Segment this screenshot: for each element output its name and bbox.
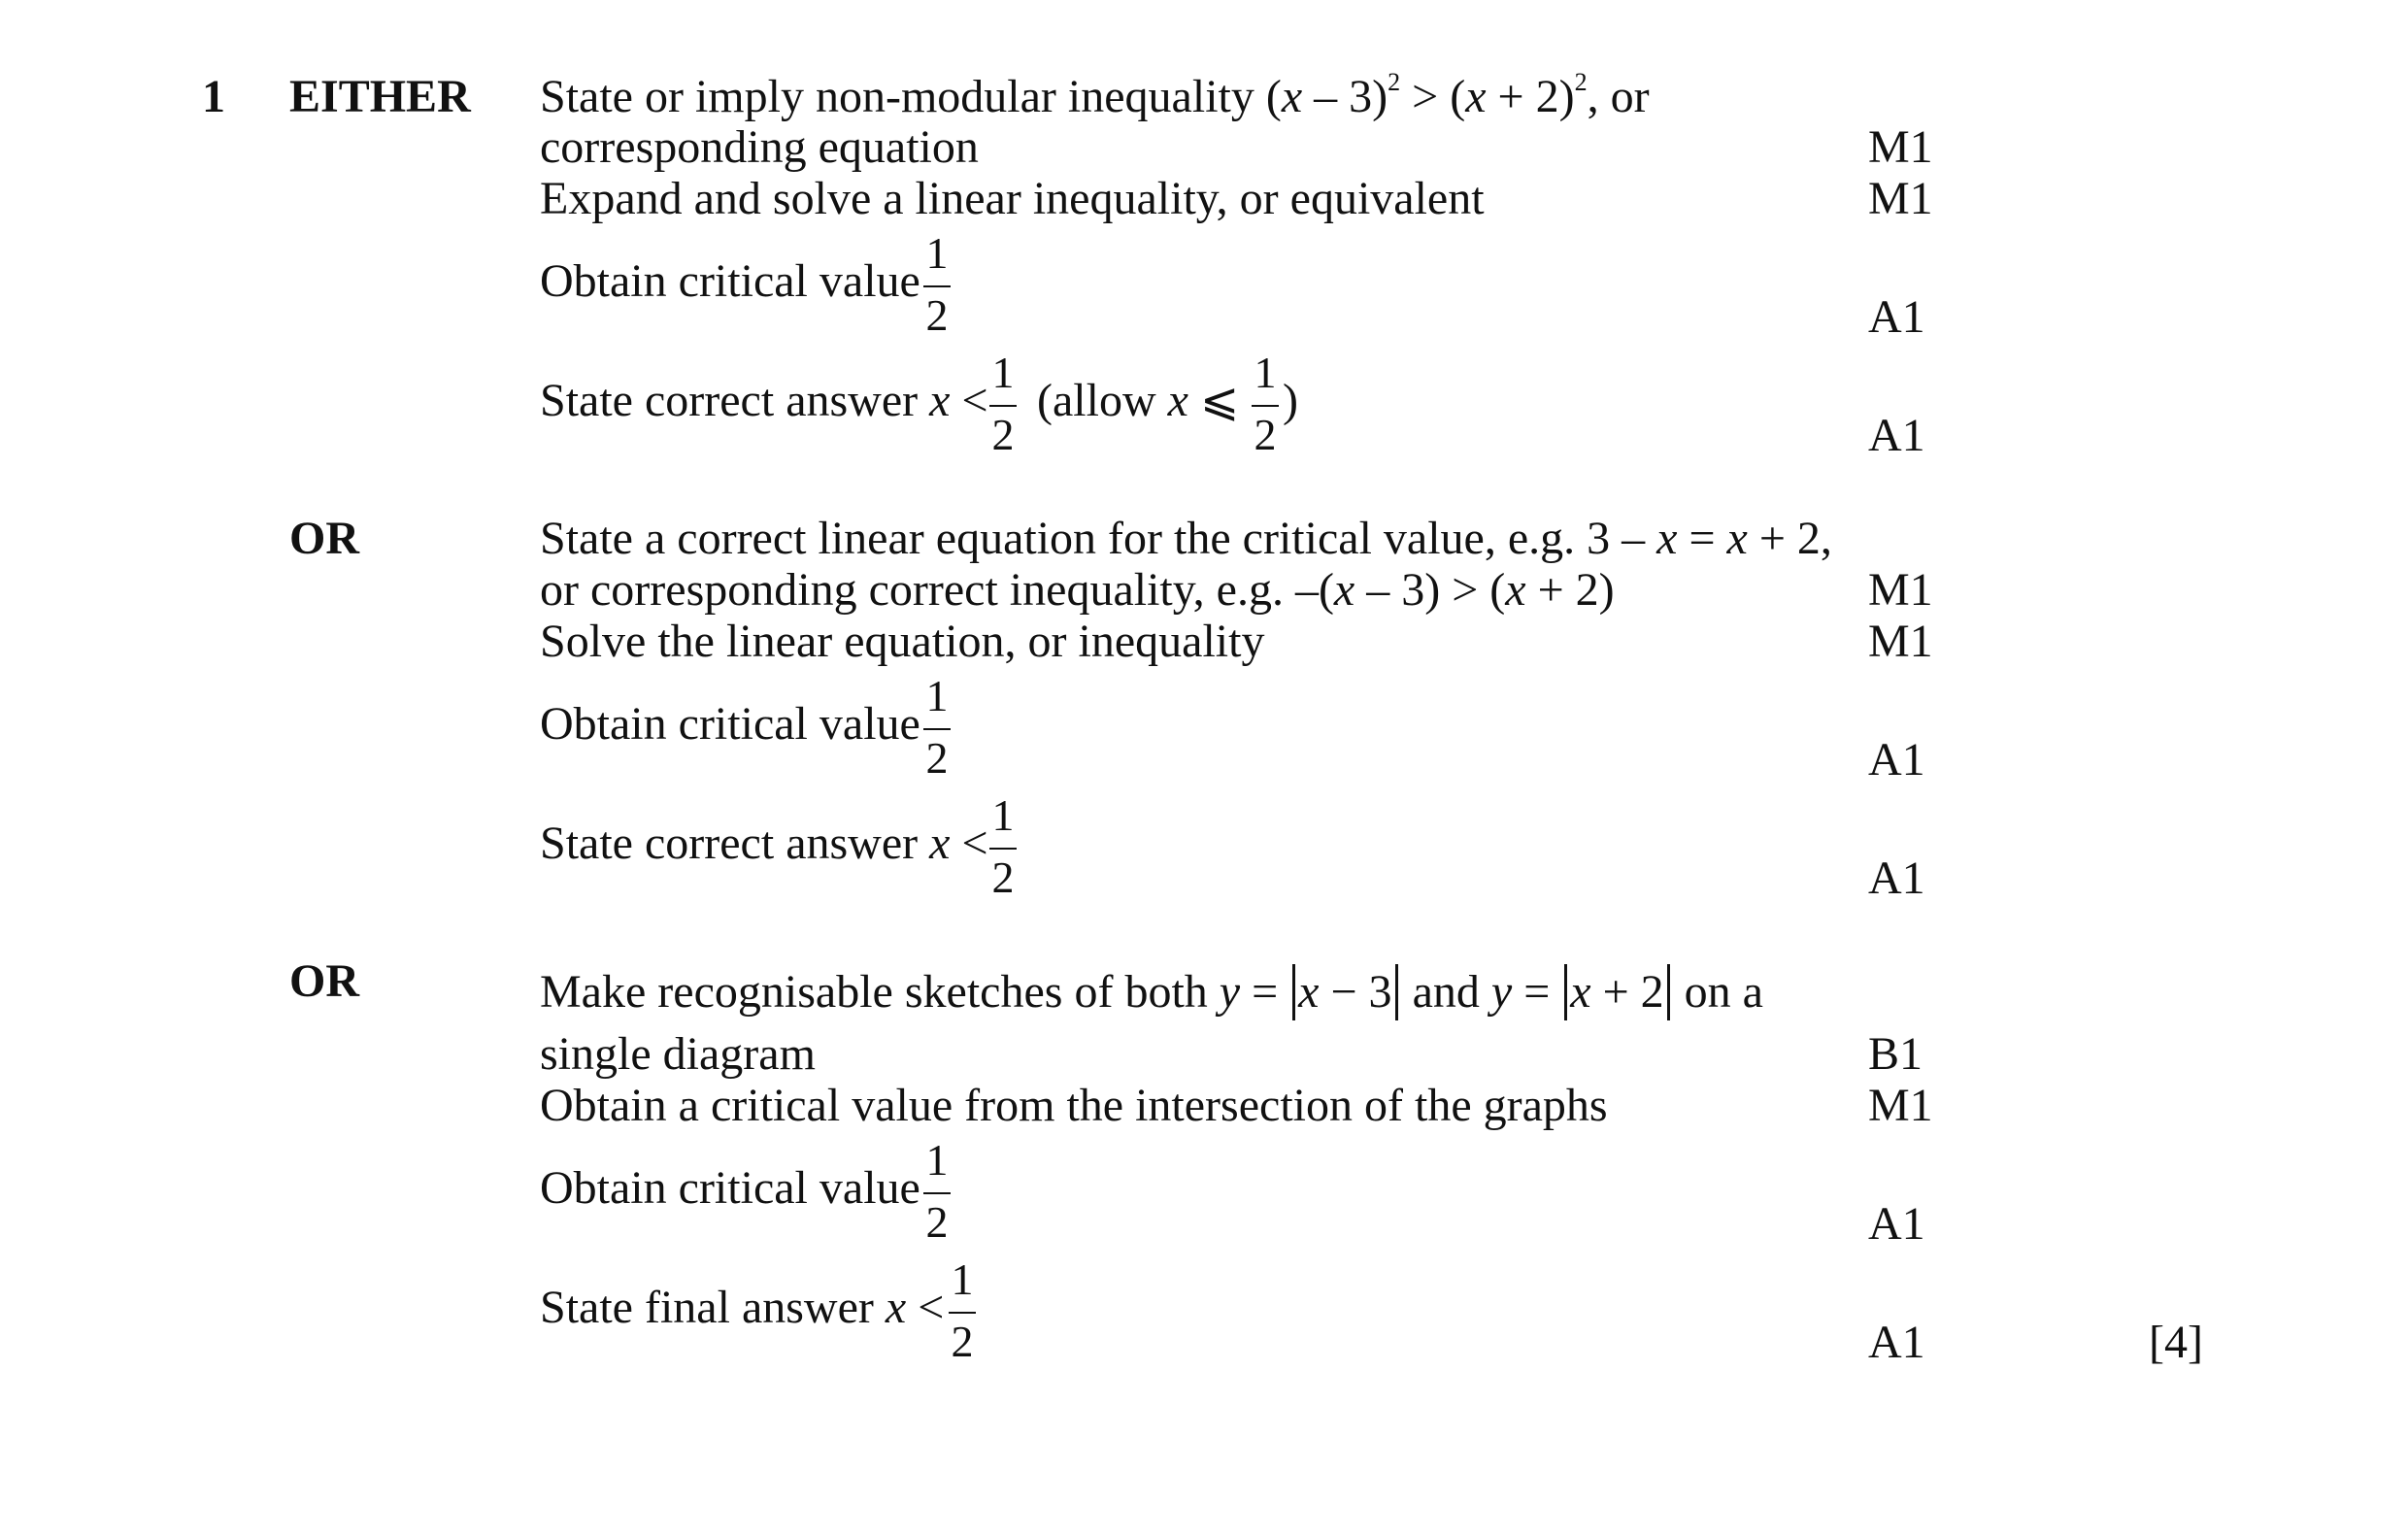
mark-or2-3: A1 bbox=[1868, 1198, 1925, 1250]
method-heading-or-2: OR bbox=[289, 955, 359, 1007]
question-number: 1 bbox=[202, 71, 225, 122]
or2-line-4: Obtain critical value bbox=[540, 1162, 920, 1214]
either-line-5: State correct answer x < bbox=[540, 375, 988, 426]
mark-or1-3: A1 bbox=[1868, 734, 1925, 785]
or2-line-2: single diagram bbox=[540, 1028, 816, 1080]
fraction-half: 1 2 bbox=[986, 793, 1020, 900]
close-paren: ) bbox=[1283, 375, 1298, 426]
either-line-4: Obtain critical value bbox=[540, 255, 920, 307]
abs-value-bar bbox=[1667, 964, 1670, 1020]
fraction-half: 1 2 bbox=[920, 231, 954, 338]
abs-value-bar bbox=[1564, 964, 1567, 1020]
method-heading-or-1: OR bbox=[289, 513, 359, 564]
fraction-half: 1 2 bbox=[986, 351, 1020, 457]
or1-line-3: Solve the linear equation, or inequality bbox=[540, 616, 1265, 667]
mark-or1-2: M1 bbox=[1868, 616, 1933, 667]
abs-value-bar bbox=[1395, 964, 1398, 1020]
or1-line-1: State a correct linear equation for the critical value, e.g. 3 – x = x + 2, bbox=[540, 513, 1832, 564]
mark-or2-2: M1 bbox=[1868, 1080, 1933, 1131]
or1-line-5: State correct answer x < bbox=[540, 818, 988, 869]
either-line-1: State or imply non-modular inequality $(x - 3)^2 > (x + 2)^2$, or bbox=[540, 68, 1650, 122]
mark-or1-1: M1 bbox=[1868, 564, 1933, 616]
mark-or1-4: A1 bbox=[1868, 852, 1925, 904]
either-line-5-allow: (allow x ⩽ bbox=[1037, 375, 1240, 426]
or2-line-3: Obtain a critical value from the intersection of the graphs bbox=[540, 1080, 1608, 1131]
either-line-2: corresponding equation bbox=[540, 121, 979, 173]
fraction-half: 1 2 bbox=[920, 1138, 954, 1245]
mark-or2-4: A1 bbox=[1868, 1317, 1925, 1368]
method-heading-either: EITHER bbox=[289, 71, 471, 122]
fraction-half: 1 2 bbox=[920, 674, 954, 781]
total-marks: [4] bbox=[2149, 1317, 2203, 1368]
mark-either-1: M1 bbox=[1868, 121, 1933, 173]
or2-line-5: State final answer x < bbox=[540, 1282, 945, 1333]
or1-line-2: or corresponding correct inequality, e.g. –(x – 3) > (x + 2) bbox=[540, 564, 1615, 616]
mark-or2-1: B1 bbox=[1868, 1028, 1923, 1080]
either-line-3: Expand and solve a linear inequality, or equivalent bbox=[540, 173, 1485, 224]
or1-line-4: Obtain critical value bbox=[540, 698, 920, 750]
mark-either-4: A1 bbox=[1868, 410, 1925, 461]
mark-either-3: A1 bbox=[1868, 291, 1925, 343]
fraction-half: 1 2 bbox=[1248, 351, 1283, 457]
abs-value-bar bbox=[1292, 964, 1295, 1020]
fraction-half: 1 2 bbox=[945, 1257, 980, 1364]
or2-line-1: Make recognisable sketches of both y = x − 3 and y = x + 2 on a bbox=[540, 964, 1763, 1020]
mark-either-2: M1 bbox=[1868, 173, 1933, 224]
